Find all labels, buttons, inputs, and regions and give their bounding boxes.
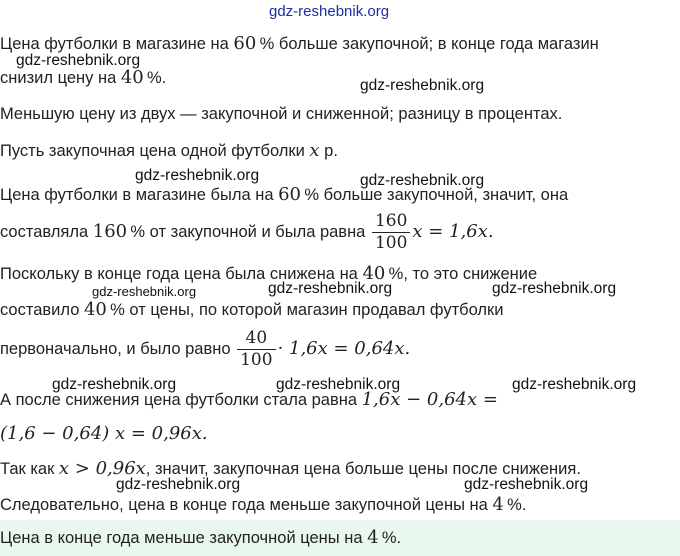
math-number: 4 — [367, 527, 379, 548]
text: составляла — [0, 223, 93, 241]
watermark: gdz-reshebnik.org — [52, 376, 177, 393]
watermark: gdz-reshebnik.org — [16, 52, 141, 69]
text: р. — [319, 142, 338, 160]
text: %. — [143, 69, 167, 87]
solution-line-2 — [0, 210, 494, 254]
answer-text: Цена в конце года меньше закупочной цены на — [0, 529, 368, 547]
math-expression: · 1,6x = 0,64x. — [277, 338, 411, 359]
text: Следовательно, цена в конце года меньше закупочной цены на — [0, 496, 493, 514]
math-expression: (1,6 − 0,64) x = 0,96x. — [0, 423, 208, 444]
watermark: gdz-reshebnik.org — [268, 280, 393, 297]
text: Так как — [0, 460, 59, 478]
math-expression: x > 0,96x — [58, 458, 146, 479]
problem-text-line-2 — [0, 67, 166, 88]
text: Цена футболки в магазине была на — [0, 186, 279, 204]
text: составило — [0, 301, 84, 319]
math-number: 40 — [362, 263, 386, 284]
comparison-text — [0, 458, 581, 479]
math-number: 160 — [92, 221, 128, 242]
math-expression: x = 1,6x. — [412, 221, 494, 242]
math-number: 40 — [120, 67, 144, 88]
watermark: gdz-reshebnik.org — [135, 167, 260, 184]
math-variable: x — [309, 140, 320, 161]
math-number: 40 — [83, 299, 107, 320]
solution-line-7 — [0, 423, 208, 444]
watermark: gdz-reshebnik.org — [360, 77, 485, 94]
text: % от цены, по которой магазин продавал футболки — [106, 301, 504, 319]
text: А после снижения цена футболки стала равна — [0, 391, 362, 409]
fraction — [372, 211, 410, 254]
watermark: gdz-reshebnik.org — [276, 376, 401, 393]
text: %, то это снижение — [385, 265, 538, 283]
watermark: gdz-reshebnik.org — [492, 280, 617, 297]
watermark: gdz-reshebnik.org — [464, 476, 589, 493]
fraction-numerator: 160 — [372, 211, 410, 233]
math-number: 60 — [233, 33, 257, 54]
answer-box — [0, 520, 680, 556]
math-number: 60 — [278, 184, 302, 205]
solution-line-6 — [0, 389, 498, 410]
math-number: 4 — [492, 494, 504, 515]
question-text: Меньшую цену из двух — закупочной и сниженной; разницу в процентах. — [0, 105, 563, 123]
conclusion-text — [0, 494, 526, 515]
text: % больше закупочной; в конце года магазин — [256, 35, 599, 53]
solution-line-1 — [0, 184, 568, 205]
watermark: gdz-reshebnik.org — [116, 476, 241, 493]
text: снизил цену на — [0, 69, 121, 87]
math-expression: 1,6x − 0,64x = — [361, 389, 498, 410]
text: % от закупочной и была равна — [127, 223, 370, 241]
fraction-numerator: 40 — [237, 328, 275, 350]
solution-line-5 — [0, 326, 410, 372]
text: %. — [503, 496, 527, 514]
solution-line-3 — [0, 263, 537, 284]
assumption-text — [0, 140, 338, 161]
solution-line-4 — [0, 299, 503, 320]
text: Поскольку в конце года цена была снижена на — [0, 265, 363, 283]
text: , значит, закупочная цена больше цены после снижения. — [145, 460, 581, 478]
text: Пусть закупочная цена одной футболки — [0, 142, 310, 160]
fraction-denominator: 100 — [374, 233, 408, 254]
fraction-denominator: 100 — [240, 350, 273, 371]
text: Цена футболки в магазине на — [0, 35, 234, 53]
text: первоначально, и было равно — [0, 340, 236, 358]
text: % больше закупочной, значит, она — [301, 186, 569, 204]
answer-text: %. — [378, 529, 402, 547]
watermark: gdz-reshebnik.org — [512, 376, 637, 393]
watermark-top: gdz-reshebnik.org — [269, 3, 390, 20]
watermark: gdz-reshebnik.org — [360, 172, 485, 189]
fraction — [237, 328, 275, 371]
problem-text-line-1 — [0, 33, 599, 54]
watermark: gdz-reshebnik.org — [92, 284, 197, 299]
